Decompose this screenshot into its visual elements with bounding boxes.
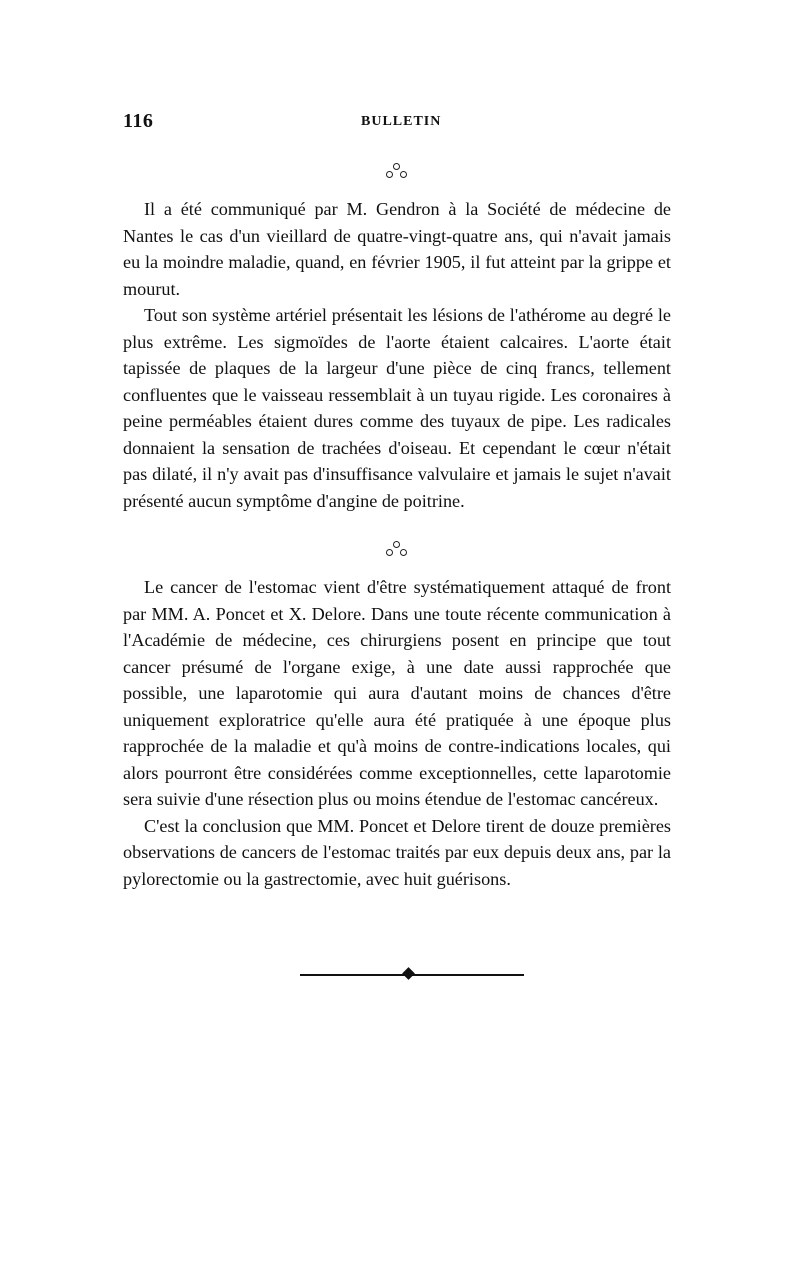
page-number: 116 [123, 110, 154, 132]
asterism-ornament [386, 163, 410, 185]
paragraph: Le cancer de l'estomac vient d'être systématiquement attaqué de front par MM. A. Poncet et X. Delore. Dans une toute récente communication à l'Académie de médecine, ces chirurgiens posent en principe que tout cancer présumé de l'organe exige, à une date aussi rapprochée que possible, une laparotomie qui aura d'autant moins de chances d'être uniquement exploratrice qu'elle aura été pratiquée à une époque plus rapprochée de la maladie et qu'à moins de contre-indications locales, qui alors pourront être considérées comme exceptionnelles, cette laparotomie sera suivie d'une résection plus ou moins étendue de l'estomac cancéreux. [123, 577, 671, 809]
paragraph: Tout son système artériel présentait les lésions de l'athérome au degré le plus extrême. Les sigmoïdes de l'aorte étaient calcaires. L'aorte était tapissée de plaques de la largeur d'une pièce de cinq francs, tellement confluentes que le vaisseau ressemblait à un tuyau rigide. Les coronaires à peine perméables étaient dures comme des tuyaux de pipe. Les radicales donnaient la sensation de trachées d'oiseau. Et cependant le cœur n'était pas dilaté, il n'y avait pas d'insuffisance valvulaire et jamais le sujet n'avait présenté aucun symptôme d'angine de poitrine. [123, 305, 671, 511]
asterism-ornament [386, 541, 410, 563]
paragraph: C'est la conclusion que MM. Poncet et Delore tirent de douze premières observations de cancers de l'estomac traités par eux depuis deux ans, par la pylorectomie ou la gastrectomie, avec huit guérisons. [123, 815, 671, 889]
article-gendron [123, 196, 671, 514]
end-rule-ornament [300, 968, 524, 982]
page-header [123, 110, 671, 140]
diamond-icon [402, 967, 415, 980]
article-cancer-estomac [123, 574, 671, 892]
running-title: BULLETIN [361, 114, 442, 129]
paragraph: Il a été communiqué par M. Gendron à la Société de médecine de Nantes le cas d'un vieillard de quatre-vingt-quatre ans, qui n'avait jamais eu la moindre maladie, quand, en février 1905, il fut atteint par la grippe et mourut. [123, 199, 671, 299]
